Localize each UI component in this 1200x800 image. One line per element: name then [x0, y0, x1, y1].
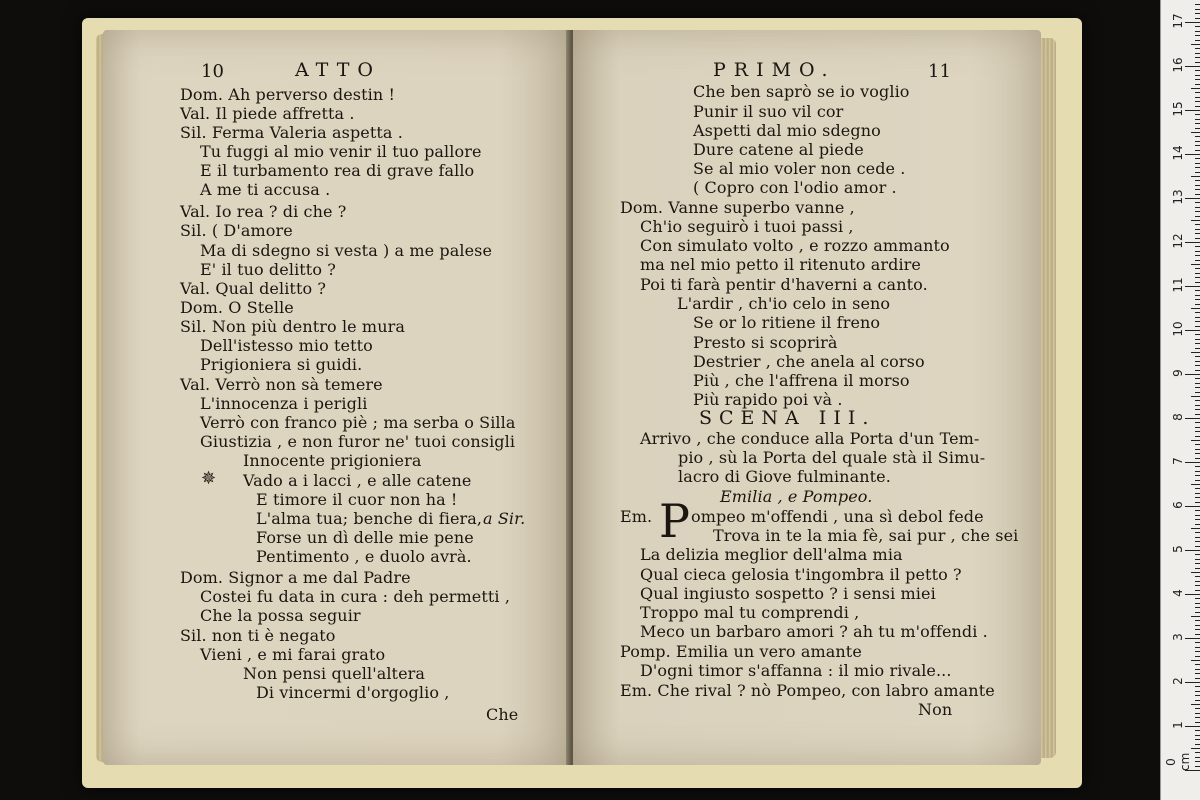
ruler-label: 9: [1171, 369, 1185, 377]
ruler-tick: [1195, 625, 1200, 626]
ruler-tick: [1195, 370, 1200, 371]
ruler-tick: [1195, 136, 1200, 137]
ruler-tick: [1195, 515, 1200, 516]
ruler-tick: [1195, 700, 1200, 701]
ruler-tick: [1195, 224, 1200, 225]
text-line: Destrier , che anela al corso: [693, 352, 925, 371]
text-line: Dom. Vanne superbo vanne ,: [620, 198, 855, 217]
ruler-tick: [1185, 66, 1200, 67]
ruler-tick: [1191, 528, 1200, 529]
ruler-label: 3: [1171, 633, 1185, 641]
ruler-tick: [1195, 576, 1200, 577]
ruler-tick: [1195, 343, 1200, 344]
text-line: Verrò con franco piè ; ma serba o Silla: [200, 413, 516, 432]
text-line: Qual ingiusto sospetto ? i sensi miei: [640, 584, 936, 603]
ruler-tick: [1195, 400, 1200, 401]
ruler-tick: [1191, 440, 1200, 441]
ruler-tick: [1195, 537, 1200, 538]
ruler-tick: [1195, 356, 1200, 357]
ruler-tick: [1195, 79, 1200, 80]
ruler-tick: [1191, 352, 1200, 353]
page-number: 10: [201, 61, 225, 82]
text-line: Poi ti farà pentir d'haverni a canto.: [640, 275, 928, 294]
ruler-tick: [1195, 128, 1200, 129]
ruler-tick: [1195, 678, 1200, 679]
ruler-tick: [1185, 198, 1200, 199]
ruler-tick: [1195, 620, 1200, 621]
text-line: Em. Che rival ? nò Pompeo, con labro amante: [620, 681, 995, 700]
text-line: Pentimento , e duolo avrà.: [256, 547, 472, 566]
text-line: Dom. Signor a me dal Padre: [180, 568, 411, 587]
ruler-tick: [1195, 97, 1200, 98]
catchword: Che: [486, 705, 519, 724]
ruler-tick: [1195, 656, 1200, 657]
page-number: 11: [928, 61, 952, 82]
ruler-tick: [1195, 603, 1200, 604]
text-line: Innocente prigioniera: [243, 451, 422, 470]
ruler-tick: [1195, 260, 1200, 261]
ruler-tick: [1195, 229, 1200, 230]
ruler-tick: [1195, 387, 1200, 388]
ruler-tick: [1195, 730, 1200, 731]
ruler-tick: [1195, 585, 1200, 586]
text-line: Non pensi quell'altera: [243, 664, 426, 683]
ruler-tick: [1195, 673, 1200, 674]
ruler-tick: [1195, 31, 1200, 32]
ruler-label: 8: [1171, 413, 1185, 421]
ruler-tick: [1191, 396, 1200, 397]
ruler-tick: [1195, 766, 1200, 767]
ruler-tick: [1195, 172, 1200, 173]
ruler-tick: [1195, 141, 1200, 142]
text-line: Più rapido poi và .: [693, 390, 843, 409]
ruler-tick: [1195, 493, 1200, 494]
ruler-tick: [1195, 317, 1200, 318]
text-line: Costei fu data in cura : deh permetti ,: [200, 587, 511, 606]
text-line: Val. Il piede affretta .: [180, 104, 355, 123]
text-line: A me ti accusa .: [200, 180, 331, 199]
ruler-tick: [1195, 92, 1200, 93]
text-line: Ma di sdegno si vesta ) a me palese: [200, 241, 493, 260]
text-line: Troppo mal tu comprendi ,: [640, 603, 860, 622]
text-line: Giustizia , e non furor ne' tuoi consigli: [200, 432, 516, 451]
right-page: [573, 30, 1041, 765]
ruler-tick: [1195, 739, 1200, 740]
ruler-tick: [1195, 695, 1200, 696]
ruler-tick: [1195, 559, 1200, 560]
ruler-tick: [1195, 378, 1200, 379]
ruler-tick: [1185, 682, 1200, 683]
ruler-tick: [1195, 57, 1200, 58]
ruler-tick: [1185, 330, 1200, 331]
ruler-tick: [1195, 427, 1200, 428]
ruler-tick: [1195, 167, 1200, 168]
ruler-tick: [1195, 629, 1200, 630]
catchword: Non: [918, 700, 953, 719]
ruler-tick: [1185, 594, 1200, 595]
ruler-tick: [1195, 642, 1200, 643]
text-line: Vado a i lacci , e alle catene: [243, 471, 472, 490]
ruler-tick: [1195, 114, 1200, 115]
ruler-tick: [1195, 304, 1200, 305]
ruler-tick: [1195, 185, 1200, 186]
text-line: Val. Verrò non sà temere: [180, 375, 383, 394]
ruler-tick: [1195, 348, 1200, 349]
text-line: Se or lo ritiene il freno: [693, 313, 881, 332]
ruler-tick: [1195, 691, 1200, 692]
text-line: Dom. O Stelle: [180, 298, 294, 317]
text-line: Che la possa seguir: [200, 606, 361, 625]
ruler-tick: [1195, 290, 1200, 291]
ruler-tick: [1195, 722, 1200, 723]
ruler-tick: [1195, 735, 1200, 736]
ruler-tick: [1195, 634, 1200, 635]
ruler-tick: [1195, 541, 1200, 542]
ruler-tick: [1195, 35, 1200, 36]
text-line: D'ogni timor s'affanna : il mio rivale...: [640, 661, 952, 680]
ruler-label: 12: [1171, 233, 1185, 249]
ruler-tick: [1195, 123, 1200, 124]
ruler-tick: [1195, 101, 1200, 102]
ruler-tick: [1195, 532, 1200, 533]
running-head: ATTO: [295, 59, 381, 81]
ruler-label: 1: [1171, 721, 1185, 729]
measurement-ruler: [1160, 0, 1200, 800]
text-line: Val. Io rea ? di che ?: [180, 202, 347, 221]
ruler-tick: [1195, 13, 1200, 14]
ruler-tick: [1195, 282, 1200, 283]
ruler-tick: [1195, 708, 1200, 709]
ruler-tick: [1195, 686, 1200, 687]
ruler-tick: [1195, 26, 1200, 27]
ruler-tick: [1195, 422, 1200, 423]
text-line: Con simulato volto , e rozzo ammanto: [640, 236, 950, 255]
character-list: Emilia , e Pompeo.: [720, 487, 873, 506]
text-line: ( Copro con l'odio amor .: [693, 178, 897, 197]
text-line: Forse un dì delle mie pene: [256, 528, 474, 547]
text-line: Sil. ( D'amore: [180, 221, 293, 240]
ruler-tick: [1195, 255, 1200, 256]
stage-direction: pio , sù la Porta del quale stà il Simu-: [678, 448, 986, 467]
ruler-tick: [1195, 466, 1200, 467]
ruler-tick: [1195, 607, 1200, 608]
ruler-tick: [1195, 238, 1200, 239]
text-line: Presto si scoprirà: [693, 333, 838, 352]
ruler-tick: [1195, 453, 1200, 454]
ruler-tick: [1195, 480, 1200, 481]
ruler-tick: [1195, 568, 1200, 569]
ruler-tick: [1195, 365, 1200, 366]
ruler-tick: [1191, 264, 1200, 265]
ruler-tick: [1191, 704, 1200, 705]
text-line: Sil. Non più dentro le mura: [180, 317, 405, 336]
ruler-tick: [1195, 268, 1200, 269]
ruler-tick: [1195, 334, 1200, 335]
ruler-tick: [1195, 361, 1200, 362]
stage-direction: lacro di Giove fulminante.: [678, 467, 891, 486]
stage-direction: Arrivo , che conduce alla Porta d'un Tem-: [640, 429, 980, 448]
ruler-tick: [1195, 757, 1200, 758]
ruler-tick: [1195, 475, 1200, 476]
ruler-tick: [1195, 40, 1200, 41]
ruler-tick: [1195, 75, 1200, 76]
ruler-tick: [1195, 312, 1200, 313]
ruler-tick: [1191, 44, 1200, 45]
ruler-tick: [1195, 18, 1200, 19]
ruler-label: 0 cm: [1164, 752, 1192, 771]
ruler-label: 6: [1171, 501, 1185, 509]
ruler-tick: [1195, 581, 1200, 582]
ruler-tick: [1191, 308, 1200, 309]
text-line: Dure catene al piede: [693, 140, 864, 159]
text-line: La delizia meglior dell'alma mia: [640, 545, 903, 564]
ruler-tick: [1195, 449, 1200, 450]
ruler-label: 14: [1171, 145, 1185, 161]
text-line: Sil. Ferma Valeria aspetta .: [180, 123, 403, 142]
ruler-tick: [1185, 638, 1200, 639]
ruler-tick: [1191, 616, 1200, 617]
text-line: Vieni , e mi farai grato: [200, 645, 386, 664]
ruler-tick: [1195, 339, 1200, 340]
ruler-label: 11: [1171, 277, 1185, 293]
text-line: Qual cieca gelosia t'ingombra il petto ?: [640, 565, 962, 584]
ruler-tick: [1195, 744, 1200, 745]
text-line: Punir il suo vil cor: [693, 102, 844, 121]
ruler-tick: [1191, 220, 1200, 221]
ruler-tick: [1195, 752, 1200, 753]
ruler-tick: [1195, 273, 1200, 274]
ruler-tick: [1185, 154, 1200, 155]
ruler-tick: [1195, 326, 1200, 327]
ruler-tick: [1185, 110, 1200, 111]
ruler-tick: [1195, 431, 1200, 432]
ruler-label: 17: [1171, 13, 1185, 29]
ruler-tick: [1195, 546, 1200, 547]
text-line: Trova in te la mia fè, sai pur , che sei: [713, 526, 1019, 545]
scene-heading: SCENA III.: [699, 407, 876, 429]
ruler-tick: [1195, 216, 1200, 217]
ruler-tick: [1195, 510, 1200, 511]
ruler-tick: [1195, 4, 1200, 5]
ruler-tick: [1195, 119, 1200, 120]
ruler-tick: [1195, 150, 1200, 151]
speaker-label: Em.: [620, 507, 653, 526]
text-line: L'alma tua; benche di fiera,: [256, 509, 483, 528]
ruler-tick: [1195, 717, 1200, 718]
text-line: Tu fuggi al mio venir il tuo pallore: [200, 142, 482, 161]
text-line: ma nel mio petto il ritenuto ardire: [640, 255, 921, 274]
text-line: Meco un barbaro amori ? ah tu m'offendi .: [640, 622, 988, 641]
ruler-tick: [1195, 405, 1200, 406]
text-line: L'innocenza i perigli: [200, 394, 368, 413]
left-page: [103, 30, 569, 765]
ruler-label: 2: [1171, 677, 1185, 685]
ruler-tick: [1195, 590, 1200, 591]
ruler-tick: [1191, 132, 1200, 133]
ruler-label: 15: [1171, 101, 1185, 117]
ruler-tick: [1195, 409, 1200, 410]
ruler-tick: [1195, 246, 1200, 247]
ruler-tick: [1195, 233, 1200, 234]
text-line: E timore il cuor non ha !: [256, 490, 458, 509]
ruler-tick: [1195, 444, 1200, 445]
ruler-tick: [1195, 211, 1200, 212]
ruler-tick: [1195, 497, 1200, 498]
ruler-tick: [1195, 189, 1200, 190]
ruler-tick: [1195, 471, 1200, 472]
ruler-tick: [1195, 194, 1200, 195]
text-line: Dell'istesso mio tetto: [200, 336, 373, 355]
text-line: E il turbamento rea di grave fallo: [200, 161, 475, 180]
ruler-tick: [1195, 9, 1200, 10]
ruler-tick: [1195, 761, 1200, 762]
ruler-tick: [1195, 180, 1200, 181]
ruler-tick: [1195, 563, 1200, 564]
ruler-tick: [1195, 383, 1200, 384]
ruler-tick: [1195, 436, 1200, 437]
ruler-tick: [1191, 176, 1200, 177]
ornament-icon: ✵: [201, 468, 217, 489]
ruler-tick: [1195, 669, 1200, 670]
ruler-tick: [1185, 286, 1200, 287]
text-line: Se al mio voler non cede .: [693, 159, 906, 178]
ruler-tick: [1185, 506, 1200, 507]
ruler-tick: [1195, 295, 1200, 296]
ruler-tick: [1185, 242, 1200, 243]
ruler-tick: [1195, 207, 1200, 208]
text-line: Prigioniera si guidi.: [200, 355, 363, 374]
ruler-tick: [1195, 158, 1200, 159]
ruler-tick: [1195, 458, 1200, 459]
ruler-tick: [1195, 62, 1200, 63]
ruler-tick: [1195, 202, 1200, 203]
ruler-tick: [1195, 651, 1200, 652]
ruler-tick: [1185, 22, 1200, 23]
ruler-tick: [1191, 660, 1200, 661]
ruler-tick: [1191, 748, 1200, 749]
ruler-tick: [1195, 502, 1200, 503]
text-line: E' il tuo delitto ?: [200, 260, 336, 279]
ruler-tick: [1185, 726, 1200, 727]
ruler-tick: [1185, 418, 1200, 419]
drop-cap: P: [659, 494, 690, 548]
text-line: Ch'io seguirò i tuoi passi ,: [640, 217, 854, 236]
ruler-tick: [1195, 612, 1200, 613]
ruler-tick: [1185, 462, 1200, 463]
text-line: Più , che l'affrena il morso: [693, 371, 910, 390]
ruler-tick: [1195, 145, 1200, 146]
ruler-tick: [1185, 374, 1200, 375]
ruler-tick: [1195, 554, 1200, 555]
ruler-tick: [1195, 106, 1200, 107]
text-line: ompeo m'offendi , una sì debol fede: [691, 507, 984, 526]
ruler-tick: [1195, 598, 1200, 599]
ruler-tick: [1185, 550, 1200, 551]
text-line: Pomp. Emilia un vero amante: [620, 642, 862, 661]
ruler-tick: [1191, 572, 1200, 573]
text-line: Val. Qual delitto ?: [180, 279, 327, 298]
ruler-label: 13: [1171, 189, 1185, 205]
ruler-tick: [1195, 84, 1200, 85]
ruler-label: 5: [1171, 545, 1185, 553]
ruler-tick: [1195, 392, 1200, 393]
ruler-tick: [1195, 48, 1200, 49]
ruler-tick: [1191, 484, 1200, 485]
ruler-tick: [1195, 647, 1200, 648]
ruler-label: 4: [1171, 589, 1185, 597]
running-head: PRIMO.: [713, 59, 836, 81]
ruler-tick: [1191, 88, 1200, 89]
ruler-label: 10: [1171, 321, 1185, 337]
ruler-tick: [1195, 70, 1200, 71]
ruler-tick: [1195, 524, 1200, 525]
text-line: Dom. Ah perverso destin !: [180, 85, 395, 104]
text-line: L'ardir , ch'io celo in seno: [677, 294, 891, 313]
ruler-label: 16: [1171, 57, 1185, 73]
text-line: Sil. non ti è negato: [180, 626, 336, 645]
ruler-tick: [1195, 251, 1200, 252]
ruler-tick: [1195, 414, 1200, 415]
ruler-tick: [1195, 321, 1200, 322]
stage-aside: a Sir.: [483, 509, 526, 528]
ruler-tick: [1195, 163, 1200, 164]
ruler-tick: [1195, 519, 1200, 520]
ruler-tick: [1195, 277, 1200, 278]
ruler-tick: [1195, 713, 1200, 714]
ruler-tick: [1195, 664, 1200, 665]
text-line: Di vincermi d'orgoglio ,: [256, 683, 450, 702]
ruler-label: 7: [1171, 457, 1185, 465]
ruler-tick: [1195, 488, 1200, 489]
ruler-tick: [1195, 299, 1200, 300]
ruler-tick: [1195, 53, 1200, 54]
text-line: Che ben saprò se io voglio: [693, 82, 910, 101]
text-line: Aspetti dal mio sdegno: [693, 121, 881, 140]
